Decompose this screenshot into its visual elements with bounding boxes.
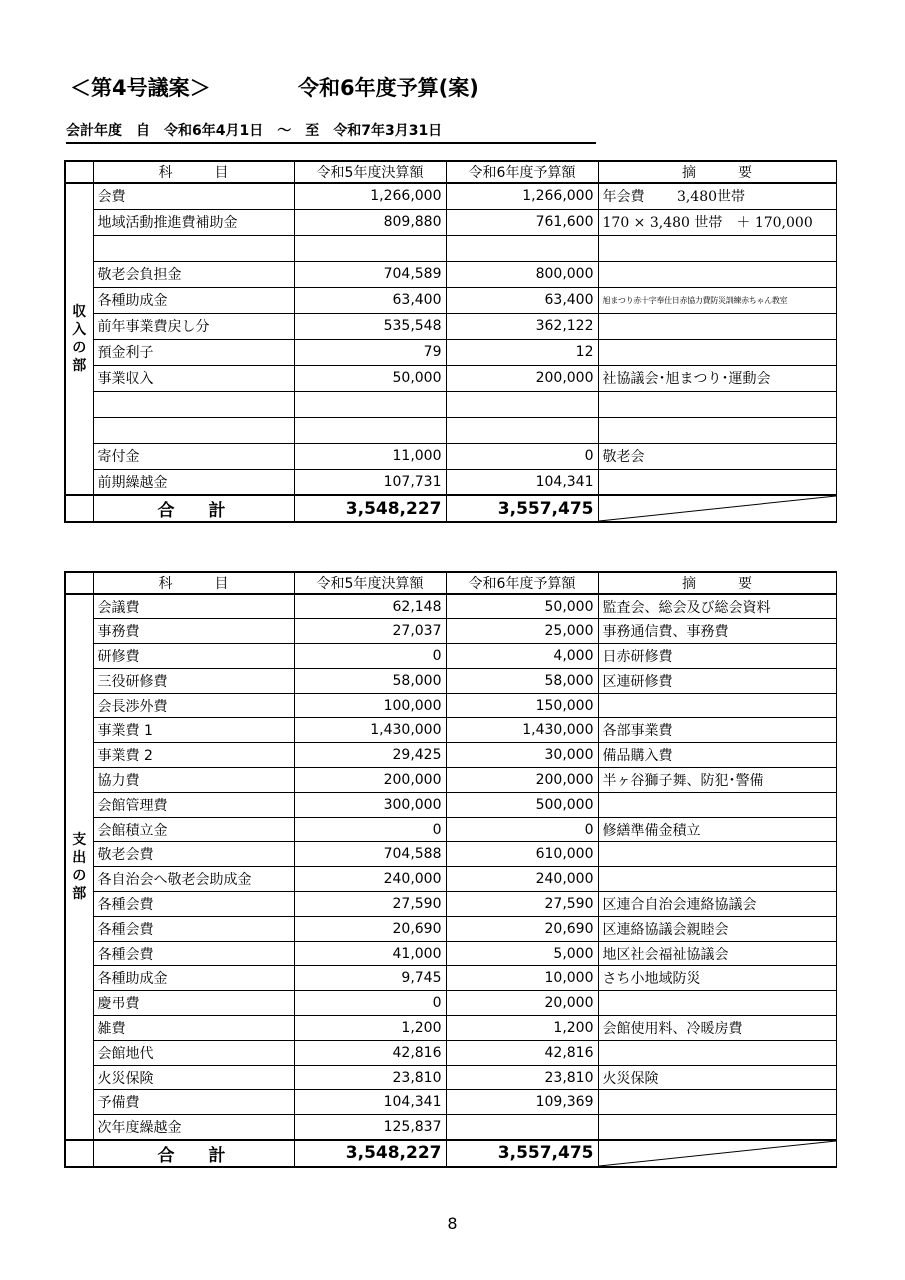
- row-current-amount: 1,430,000: [446, 718, 598, 743]
- row-prev-amount: 125,837: [294, 1115, 446, 1140]
- row-note: 区連絡協議会親睦会: [598, 916, 836, 941]
- row-item: 前年事業費戻し分: [93, 313, 294, 339]
- row-prev-amount: 50,000: [294, 365, 446, 391]
- row-prev-amount: [294, 417, 446, 443]
- table-row: [65, 817, 836, 842]
- header-row: [65, 161, 836, 183]
- row-item: 各種助成金: [93, 966, 294, 991]
- row-prev-amount: 200,000: [294, 768, 446, 793]
- table-row: [65, 209, 836, 235]
- table-row: [65, 1040, 836, 1065]
- row-prev-amount: 41,000: [294, 941, 446, 966]
- row-current-amount: 12: [446, 339, 598, 365]
- fiscal-year-line: 会計年度 自 令和6年4月1日 ～ 至 令和7年3月31日: [66, 120, 596, 144]
- row-note: 修繕準備金積立: [598, 817, 836, 842]
- table-row: [65, 261, 836, 287]
- row-note: [598, 1090, 836, 1115]
- row-note: 区連研修費: [598, 668, 836, 693]
- row-note: [598, 1115, 836, 1140]
- row-item: 会費: [93, 183, 294, 209]
- row-item: 協力費: [93, 768, 294, 793]
- budget-title: 令和6年度予算(案): [298, 76, 479, 100]
- row-current-amount: 10,000: [446, 966, 598, 991]
- row-item: 各自治会へ敬老会助成金: [93, 867, 294, 892]
- row-current-amount: 58,000: [446, 668, 598, 693]
- row-item: 会館管理費: [93, 792, 294, 817]
- row-note: [598, 991, 836, 1016]
- header-item: 科 目: [93, 161, 294, 183]
- row-current-amount: 362,122: [446, 313, 598, 339]
- total-blank-cell: [65, 1140, 93, 1167]
- header-row: [65, 572, 836, 594]
- row-current-amount: 0: [446, 443, 598, 469]
- row-item: 会館積立金: [93, 817, 294, 842]
- section-label-text: 収入の部: [72, 304, 87, 374]
- row-item: 慶弔費: [93, 991, 294, 1016]
- row-current-amount: 27,590: [446, 892, 598, 917]
- total-note-diagonal: [598, 1140, 836, 1167]
- table-row: [65, 966, 836, 991]
- row-item: [93, 417, 294, 443]
- row-item: 雑費: [93, 1016, 294, 1041]
- row-note: [598, 842, 836, 867]
- total-prev-amount: 3,548,227: [294, 1140, 446, 1167]
- row-prev-amount: [294, 391, 446, 417]
- row-note: 監査会、総会及び総会資料: [598, 594, 836, 619]
- section-label: [65, 594, 93, 1140]
- row-current-amount: 1,266,000: [446, 183, 598, 209]
- row-prev-amount: 11,000: [294, 443, 446, 469]
- row-prev-amount: 42,816: [294, 1040, 446, 1065]
- total-current-amount: 3,557,475: [446, 1140, 598, 1167]
- expense-table: [64, 571, 837, 1168]
- header-blank-cell: [65, 161, 93, 183]
- row-note: [598, 867, 836, 892]
- total-label: 合計: [93, 495, 294, 522]
- row-prev-amount: 79: [294, 339, 446, 365]
- row-item: 研修費: [93, 644, 294, 669]
- header-note: 摘 要: [598, 161, 836, 183]
- row-item: 各種会費: [93, 892, 294, 917]
- total-row: [65, 495, 836, 522]
- table-row: [65, 365, 836, 391]
- row-prev-amount: 535,548: [294, 313, 446, 339]
- row-note: 区連合自治会連絡協議会: [598, 892, 836, 917]
- table-row: [65, 594, 836, 619]
- row-note: [598, 339, 836, 365]
- table-row: [65, 768, 836, 793]
- row-item: 各種会費: [93, 941, 294, 966]
- header-note: 摘 要: [598, 572, 836, 594]
- row-prev-amount: 27,037: [294, 619, 446, 644]
- table-row: [65, 313, 836, 339]
- table-row: [65, 1115, 836, 1140]
- row-current-amount: [446, 417, 598, 443]
- row-note: [598, 469, 836, 495]
- table-row: [65, 743, 836, 768]
- row-note: 敬老会: [598, 443, 836, 469]
- document-title: [70, 72, 479, 104]
- row-prev-amount: 1,430,000: [294, 718, 446, 743]
- row-prev-amount: 704,589: [294, 261, 446, 287]
- total-label: 合計: [93, 1140, 294, 1167]
- row-item: 各種助成金: [93, 287, 294, 313]
- row-item: 火災保険: [93, 1065, 294, 1090]
- row-prev-amount: 1,200: [294, 1016, 446, 1041]
- total-row: [65, 1140, 836, 1167]
- table-row: [65, 916, 836, 941]
- row-prev-amount: 23,810: [294, 1065, 446, 1090]
- row-current-amount: 5,000: [446, 941, 598, 966]
- table-row: [65, 417, 836, 443]
- row-current-amount: 500,000: [446, 792, 598, 817]
- row-prev-amount: 58,000: [294, 668, 446, 693]
- row-prev-amount: 29,425: [294, 743, 446, 768]
- row-current-amount: 23,810: [446, 1065, 598, 1090]
- table-row: [65, 842, 836, 867]
- table-row: [65, 693, 836, 718]
- table-row: [65, 792, 836, 817]
- row-current-amount: 761,600: [446, 209, 598, 235]
- row-note: 旭まつり赤十字奉仕日赤協力費防災訓練赤ちゃん教室: [598, 287, 836, 313]
- row-current-amount: 104,341: [446, 469, 598, 495]
- row-current-amount: [446, 391, 598, 417]
- row-item: 次年度繰越金: [93, 1115, 294, 1140]
- section-label-text: 支出の部: [72, 831, 87, 902]
- table-row: [65, 619, 836, 644]
- row-prev-amount: 100,000: [294, 693, 446, 718]
- row-current-amount: [446, 1115, 598, 1140]
- header-current-year: 令和6年度予算額: [446, 161, 598, 183]
- table-row: [65, 644, 836, 669]
- row-item: 各種会費: [93, 916, 294, 941]
- row-prev-amount: 809,880: [294, 209, 446, 235]
- row-prev-amount: 27,590: [294, 892, 446, 917]
- row-current-amount: 20,690: [446, 916, 598, 941]
- table-row: [65, 718, 836, 743]
- row-note: 火災保険: [598, 1065, 836, 1090]
- row-prev-amount: 63,400: [294, 287, 446, 313]
- table-row: [65, 1016, 836, 1041]
- row-prev-amount: 104,341: [294, 1090, 446, 1115]
- total-note-diagonal: [598, 495, 836, 522]
- row-current-amount: 240,000: [446, 867, 598, 892]
- total-prev-amount: 3,548,227: [294, 495, 446, 522]
- row-current-amount: 0: [446, 817, 598, 842]
- table-row: [65, 1090, 836, 1115]
- row-prev-amount: [294, 235, 446, 261]
- row-item: 事業費 1: [93, 718, 294, 743]
- row-current-amount: 4,000: [446, 644, 598, 669]
- row-prev-amount: 20,690: [294, 916, 446, 941]
- row-note: 各部事業費: [598, 718, 836, 743]
- page-number: 8: [447, 1214, 458, 1233]
- row-prev-amount: 1,266,000: [294, 183, 446, 209]
- row-current-amount: 25,000: [446, 619, 598, 644]
- row-item: 会議費: [93, 594, 294, 619]
- row-prev-amount: 62,148: [294, 594, 446, 619]
- row-item: 預金利子: [93, 339, 294, 365]
- row-note: [598, 417, 836, 443]
- row-current-amount: 150,000: [446, 693, 598, 718]
- agenda-number: ＜第4号議案＞: [70, 76, 211, 100]
- table-row: [65, 391, 836, 417]
- row-note: [598, 1040, 836, 1065]
- section-label: [65, 183, 93, 495]
- total-blank-cell: [65, 495, 93, 522]
- row-note: 年会費 3,480世帯: [598, 183, 836, 209]
- table-row: [65, 443, 836, 469]
- row-current-amount: 30,000: [446, 743, 598, 768]
- table-row: [65, 287, 836, 313]
- row-note: 事務通信費、事務費: [598, 619, 836, 644]
- row-note: さち小地域防災: [598, 966, 836, 991]
- row-item: 事業費 2: [93, 743, 294, 768]
- row-current-amount: 610,000: [446, 842, 598, 867]
- row-note: 170 × 3,480 世帯 ＋ 170,000: [598, 209, 836, 235]
- row-prev-amount: 0: [294, 991, 446, 1016]
- row-item: 前期繰越金: [93, 469, 294, 495]
- row-item: 三役研修費: [93, 668, 294, 693]
- row-current-amount: 200,000: [446, 768, 598, 793]
- row-current-amount: 20,000: [446, 991, 598, 1016]
- row-item: 事業収入: [93, 365, 294, 391]
- row-current-amount: 800,000: [446, 261, 598, 287]
- row-prev-amount: 0: [294, 817, 446, 842]
- row-current-amount: 50,000: [446, 594, 598, 619]
- header-item: 科 目: [93, 572, 294, 594]
- header-prev-year: 令和5年度決算額: [294, 572, 446, 594]
- table-row: [65, 235, 836, 261]
- row-current-amount: 200,000: [446, 365, 598, 391]
- row-prev-amount: 300,000: [294, 792, 446, 817]
- row-note: [598, 313, 836, 339]
- header-blank-cell: [65, 572, 93, 594]
- row-item: 寄付金: [93, 443, 294, 469]
- row-item: [93, 391, 294, 417]
- table-row: [65, 991, 836, 1016]
- row-prev-amount: 704,588: [294, 842, 446, 867]
- row-item: 会館地代: [93, 1040, 294, 1065]
- row-current-amount: [446, 235, 598, 261]
- table-row: [65, 1065, 836, 1090]
- row-item: 会長渉外費: [93, 693, 294, 718]
- row-item: 地域活動推進費補助金: [93, 209, 294, 235]
- table-row: [65, 183, 836, 209]
- row-item: [93, 235, 294, 261]
- row-prev-amount: 9,745: [294, 966, 446, 991]
- table-row: [65, 867, 836, 892]
- table-row: [65, 941, 836, 966]
- row-current-amount: 109,369: [446, 1090, 598, 1115]
- row-item: 予備費: [93, 1090, 294, 1115]
- row-note: 備品購入費: [598, 743, 836, 768]
- row-note: 社協議会･旭まつり･運動会: [598, 365, 836, 391]
- row-note: [598, 235, 836, 261]
- row-note: 会館使用料、冷暖房費: [598, 1016, 836, 1041]
- total-current-amount: 3,557,475: [446, 495, 598, 522]
- row-note: 日赤研修費: [598, 644, 836, 669]
- row-note: 半ヶ谷獅子舞、防犯･警備: [598, 768, 836, 793]
- row-current-amount: 42,816: [446, 1040, 598, 1065]
- row-note: [598, 792, 836, 817]
- row-prev-amount: 240,000: [294, 867, 446, 892]
- table-row: [65, 668, 836, 693]
- table-row: [65, 469, 836, 495]
- row-item: 敬老会費: [93, 842, 294, 867]
- row-note: 地区社会福祉協議会: [598, 941, 836, 966]
- table-row: [65, 339, 836, 365]
- row-prev-amount: 107,731: [294, 469, 446, 495]
- row-item: 敬老会負担金: [93, 261, 294, 287]
- row-item: 事務費: [93, 619, 294, 644]
- header-current-year: 令和6年度予算額: [446, 572, 598, 594]
- row-prev-amount: 0: [294, 644, 446, 669]
- income-table: [64, 160, 837, 523]
- table-row: [65, 892, 836, 917]
- row-current-amount: 1,200: [446, 1016, 598, 1041]
- header-prev-year: 令和5年度決算額: [294, 161, 446, 183]
- row-note: [598, 693, 836, 718]
- row-current-amount: 63,400: [446, 287, 598, 313]
- row-note: [598, 391, 836, 417]
- row-note: [598, 261, 836, 287]
